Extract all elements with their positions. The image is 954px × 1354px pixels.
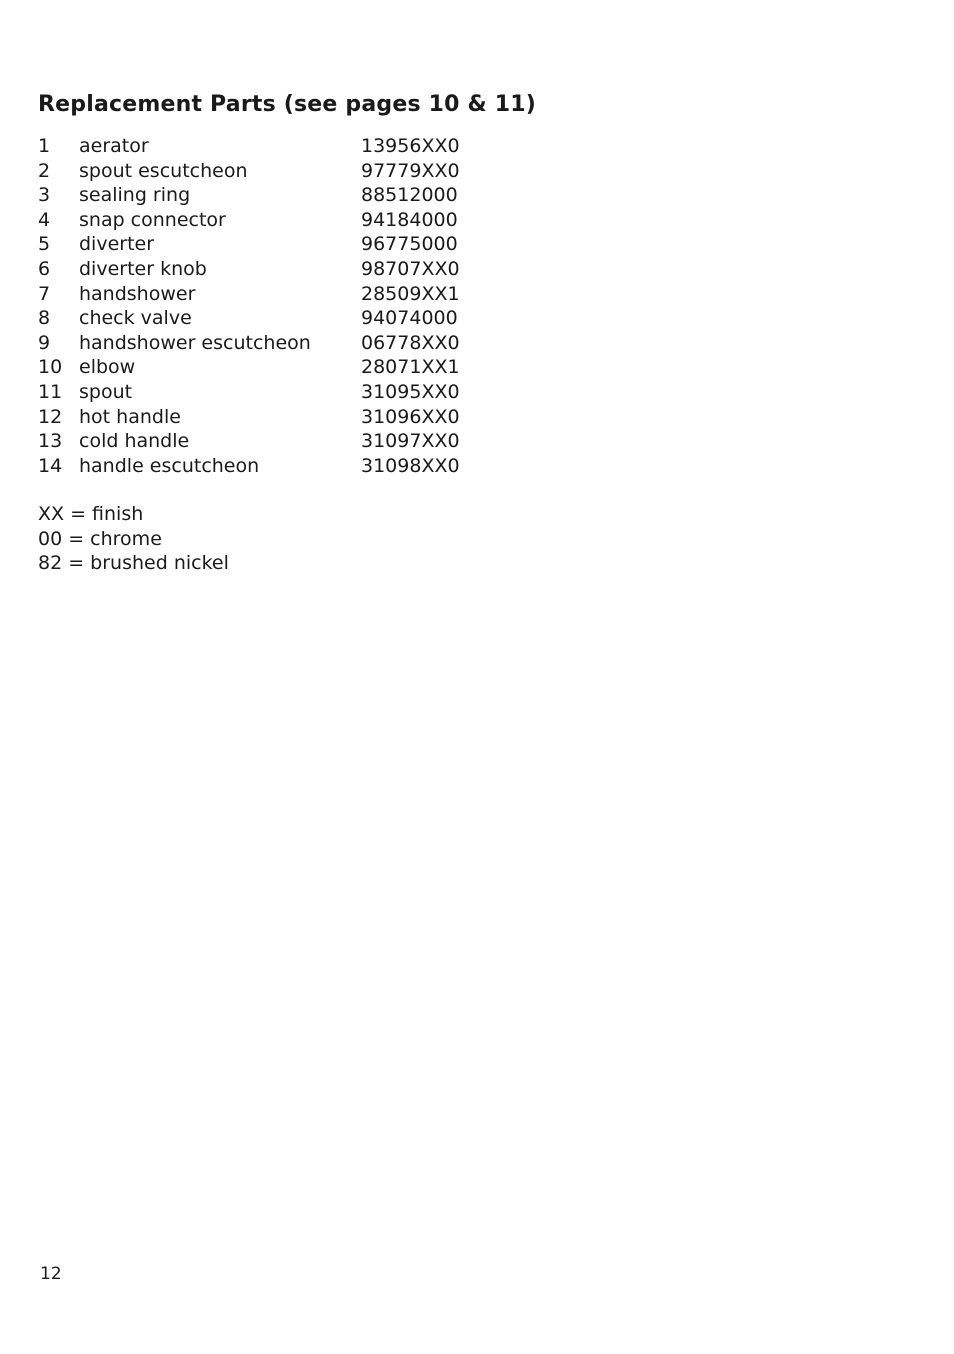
parts-list xyxy=(38,134,518,478)
part-code: 97779XX0 xyxy=(361,159,460,182)
part-number: 1 xyxy=(38,135,51,157)
part-code: 94074000 xyxy=(361,307,458,330)
part-number: 13 xyxy=(38,430,63,453)
part-number: 3 xyxy=(38,184,51,207)
parts-row xyxy=(38,429,518,454)
part-code: 98707XX0 xyxy=(361,257,460,280)
part-code: 31095XX0 xyxy=(361,380,460,403)
parts-row xyxy=(38,257,518,282)
part-number: 7 xyxy=(38,282,51,305)
parts-row xyxy=(38,208,518,233)
part-name: spout xyxy=(79,380,133,403)
parts-row xyxy=(38,331,518,356)
part-name: aerator xyxy=(79,135,149,157)
part-name: diverter knob xyxy=(79,257,207,280)
part-name: elbow xyxy=(79,356,136,379)
part-code: 28071XX1 xyxy=(361,356,460,379)
parts-row xyxy=(38,159,518,184)
page-title: Replacement Parts (see pages 10 & 11) xyxy=(38,92,536,117)
part-code: 28509XX1 xyxy=(361,282,460,305)
page-number: 12 xyxy=(40,1264,62,1284)
part-number: 8 xyxy=(38,307,51,330)
part-number: 9 xyxy=(38,331,51,354)
parts-row xyxy=(38,405,518,430)
legend-line: 00 = chrome xyxy=(38,527,162,550)
part-name: spout escutcheon xyxy=(79,159,248,182)
part-number: 14 xyxy=(38,454,63,477)
part-code: 96775000 xyxy=(361,233,458,256)
parts-row xyxy=(38,232,518,257)
part-name: handshower xyxy=(79,282,196,305)
part-name: sealing ring xyxy=(79,184,191,207)
part-code: 31098XX0 xyxy=(361,454,460,477)
part-number: 5 xyxy=(38,233,51,256)
part-number: 4 xyxy=(38,208,51,231)
finish-legend xyxy=(38,502,229,576)
part-code: 88512000 xyxy=(361,184,458,207)
parts-row xyxy=(38,306,518,331)
parts-row xyxy=(38,183,518,208)
part-code: 94184000 xyxy=(361,208,458,231)
part-number: 6 xyxy=(38,257,51,280)
part-number: 10 xyxy=(38,356,63,379)
part-number: 11 xyxy=(38,380,63,403)
part-name: diverter xyxy=(79,233,155,256)
part-code: 13956XX0 xyxy=(361,135,460,157)
part-number: 2 xyxy=(38,159,51,182)
legend-line: 82 = brushed nickel xyxy=(38,552,229,575)
parts-row xyxy=(38,134,518,159)
parts-row xyxy=(38,282,518,307)
part-name: snap connector xyxy=(79,208,226,231)
part-number: 12 xyxy=(38,405,63,428)
part-name: check valve xyxy=(79,307,192,330)
legend-line: XX = finish xyxy=(38,503,144,525)
parts-row xyxy=(38,355,518,380)
part-name: cold handle xyxy=(79,430,190,453)
part-code: 06778XX0 xyxy=(361,331,460,354)
parts-row xyxy=(38,454,518,479)
part-code: 31096XX0 xyxy=(361,405,460,428)
part-code: 31097XX0 xyxy=(361,430,460,453)
part-name: handshower escutcheon xyxy=(79,331,311,354)
parts-row xyxy=(38,380,518,405)
part-name: handle escutcheon xyxy=(79,454,260,477)
part-name: hot handle xyxy=(79,405,181,428)
